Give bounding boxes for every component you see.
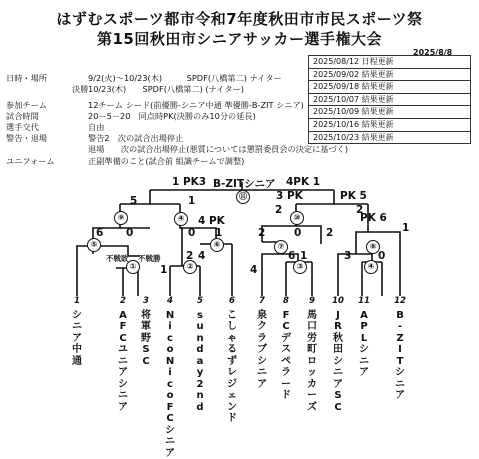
match-4-marker: ④: [174, 212, 188, 226]
score: 1: [300, 250, 307, 262]
team-number: 10: [332, 296, 344, 308]
team-number: 12: [394, 296, 406, 308]
team-7: [256, 296, 268, 390]
match-1-marker: ①: [126, 260, 140, 274]
info-uniform-label: ユニフォーム: [6, 156, 55, 166]
team-name: A F C ユ ニ ア シ ニ ア: [117, 310, 129, 414]
team-number: 9: [306, 296, 318, 308]
score: 1: [215, 227, 222, 239]
team-name: B - Z I T シ ニ ア: [394, 310, 406, 402]
score: 1: [188, 195, 195, 207]
score: 0: [378, 250, 385, 262]
team-3: [140, 296, 152, 367]
info-swap-label: 選手交代: [6, 122, 39, 132]
match-6-marker: ⑥: [210, 238, 224, 252]
score: 0: [188, 227, 195, 239]
score: 3 PK: [276, 190, 303, 202]
team-number: 4: [164, 296, 176, 308]
info-teams-label: 参加チーム: [6, 100, 47, 110]
issue-date: 2025/8/8: [413, 48, 452, 57]
page-subtitle: 第15回秋田市シニアサッカー選手権大会: [0, 28, 479, 49]
team-10: [332, 296, 344, 413]
score: 4 PK: [198, 215, 225, 227]
team-5: [194, 296, 206, 413]
update-entry: 2025/08/12 日程更新: [309, 56, 470, 69]
team-8: [280, 296, 292, 402]
team-number: 5: [194, 296, 206, 308]
team-4: [164, 296, 176, 459]
info-warn-value2: 退場 次の試合出場停止(悪質については懲罰委員会の決定に基づく): [88, 144, 348, 154]
update-entry: 2025/09/18 結果更新: [309, 81, 470, 94]
match-9-marker-left: ⑨: [114, 211, 128, 225]
update-entry: 2025/10/23 結果更新: [309, 132, 470, 144]
match-2-marker: ②: [183, 260, 197, 274]
info-uniform-value: 正副準備のこと(試合前 組識チームで調整): [88, 156, 244, 166]
team-number: 8: [280, 296, 292, 308]
score: 2: [275, 204, 282, 216]
info-final-label: 決勝: [72, 84, 88, 94]
score: 3: [344, 250, 351, 262]
team-name: N i c o N i c o F C シ ニ ア: [164, 310, 176, 459]
team-number: 1: [71, 296, 83, 308]
team-name: 将 軍 野 S C: [140, 310, 152, 368]
info-time-value: 20－5－20 同点時PK(決勝のみ10分の延長): [88, 111, 256, 121]
score: PK 5: [340, 190, 367, 202]
team-name: A P L シ ニ ア: [358, 310, 370, 379]
final-score-right: 4PK 1: [286, 176, 320, 188]
score: 5: [130, 195, 137, 207]
team-name: J R 秋 田 シ ニ ア S C: [332, 310, 344, 414]
team-number: 11: [358, 296, 370, 308]
info-date-label: 日時・場所: [6, 73, 47, 83]
team-name: こ し ゃ る ず レ ジ ェ ン ド: [226, 310, 238, 425]
team-12: [394, 296, 406, 402]
team-11: [358, 296, 370, 379]
info-warn-label: 警告・退場: [6, 133, 47, 143]
info-final-value: 10/23(木) SPDF(八橋第二) (ナイター): [88, 84, 244, 94]
score: 6: [288, 250, 295, 262]
match-5-marker: ⑤: [87, 238, 101, 252]
update-entry: 2025/10/16 結果更新: [309, 119, 470, 132]
info-swap-value: 自由: [88, 122, 104, 132]
info-teams-value: 12チーム シード(前優勝-シニア中通 準優勝-B-ZIT シニア): [88, 100, 304, 110]
score: 4: [198, 250, 205, 262]
final-winner: B-ZITシニア: [213, 176, 276, 191]
team-number: 3: [140, 296, 152, 308]
team-number: 7: [256, 296, 268, 308]
match-8-marker: ⑧: [366, 240, 380, 254]
team-1: [71, 296, 83, 367]
team-number: 6: [226, 296, 238, 308]
score: 4: [250, 264, 257, 276]
score: PK 6: [360, 212, 387, 224]
match-7-marker: ⑦: [274, 240, 288, 254]
update-entry: 2025/09/02 結果更新: [309, 69, 470, 82]
team-6: [226, 296, 238, 425]
score: 1: [160, 264, 167, 276]
update-entry: 2025/10/09 結果更新: [309, 106, 470, 119]
team-name: F C デ ス ペ ラ ー ド: [280, 310, 292, 402]
match-12-marker: ④: [364, 260, 378, 274]
page-title: はずむスポーツ都市令和7年度秋田市市民スポーツ祭: [0, 8, 479, 29]
forfeit-win-note: 不戦勝: [138, 253, 161, 264]
score: 2: [186, 250, 193, 262]
team-name: 馬 口 労 町 ロ ッ カ ー ズ: [306, 310, 318, 414]
team-number: 2: [117, 296, 129, 308]
score: 0: [126, 227, 133, 239]
team-name: 泉 ク ラ ブ シ ニ ア: [256, 310, 268, 391]
team-9: [306, 296, 318, 413]
info-warn-value: 警告2 次の試合出場停止: [88, 133, 183, 143]
score: 1: [402, 222, 409, 234]
forfeit-loss-note: 不戦敗: [106, 253, 129, 264]
match-11-marker: ⑪: [236, 190, 250, 204]
score: 2: [356, 204, 363, 216]
score: 0: [294, 227, 301, 239]
info-date-value: 9/2(火)～10/23(木) SPDF(八橋第二) ナイター: [88, 73, 282, 83]
match-3-marker: ③: [293, 260, 307, 274]
final-score-left: 1 PK3: [172, 176, 206, 188]
team-2: [117, 296, 129, 413]
score: 6: [96, 227, 103, 239]
team-name: シ ニ ア 中 通: [71, 310, 83, 368]
match-10-marker-right: ⑩: [290, 211, 304, 225]
update-entry: 2025/10/07 結果更新: [309, 94, 470, 107]
info-time-label: 試合時間: [6, 111, 39, 121]
score: 2: [258, 227, 265, 239]
score: 2: [326, 227, 333, 239]
team-name: s u n d a y 2 n d: [194, 310, 206, 414]
